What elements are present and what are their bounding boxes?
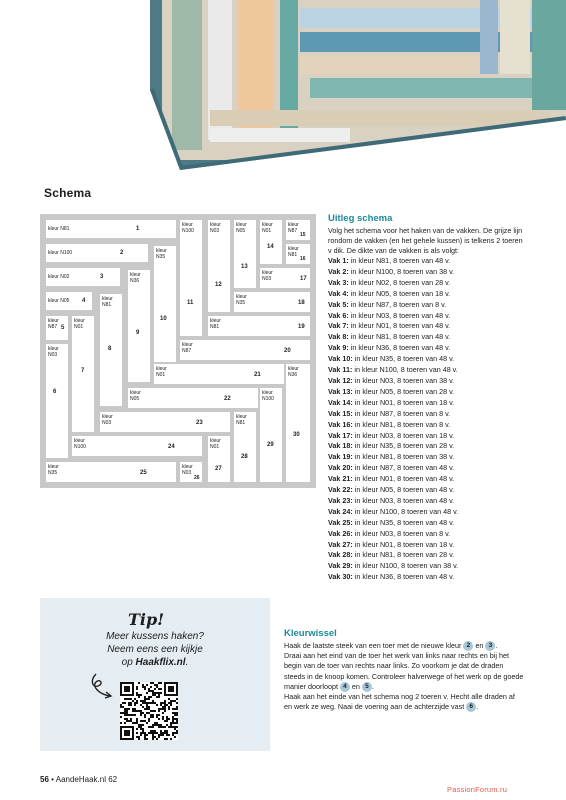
tip-box: [40, 598, 270, 751]
vak-value: in kleur N81, 8 toeren van 48 v.: [350, 332, 451, 342]
vak-item: [328, 354, 528, 365]
schema-cell-29: kleur N100 29: [260, 388, 282, 482]
vak-label: Vak 10:: [328, 354, 355, 364]
vak-item: [328, 409, 528, 420]
vak-label: Vak 6:: [328, 310, 351, 320]
kleurwissel-title: Kleurwissel: [284, 628, 337, 639]
vak-label: Vak 11:: [328, 365, 355, 375]
schema-cell-26: kleur N03 26: [180, 462, 202, 482]
cushion-illustration: [150, 0, 566, 172]
tip-line-2: Neem eens een kijkje: [107, 644, 203, 655]
vak-value: in kleur N81, 8 toeren van 38 v.: [354, 452, 455, 462]
vak-label: Vak 9:: [328, 343, 351, 353]
schema-cell-19: kleur N81 19: [208, 316, 310, 336]
vak-value: in kleur N01, 8 toeren van 18 v.: [354, 397, 455, 407]
schema-title: Schema: [44, 186, 92, 200]
schema-cell-2: kleur N100 2: [46, 244, 148, 262]
vak-value: in kleur N36, 8 toeren van 48 v.: [354, 572, 455, 582]
step-badge-3: 3: [485, 641, 495, 651]
vak-item: [328, 278, 528, 289]
vak-label: Vak 5:: [328, 299, 351, 309]
vak-value: in kleur N01, 8 toeren van 18 v.: [354, 539, 455, 549]
vak-item: [328, 289, 528, 300]
schema-cell-25: kleur N35 25: [46, 462, 176, 482]
schema-cell-17: kleur N03 17: [260, 268, 310, 288]
schema-cell-5: kleur N87 5: [46, 316, 68, 340]
vak-item: [328, 474, 528, 485]
vak-label: Vak 22:: [328, 485, 355, 495]
vak-value: in kleur N100, 8 toeren van 38 v.: [354, 561, 459, 571]
vak-value: in kleur N03, 8 toeren van 18 v.: [354, 430, 455, 440]
schema-cell-12: kleur N03 12: [208, 220, 230, 312]
kleurwissel-p1: Haak de laatste steek van een toer met de nieuwe kleur 2 en 3 .: [284, 641, 498, 650]
vak-label: Vak 21:: [328, 474, 355, 484]
uitleg-title: Uitleg schema: [328, 213, 393, 224]
schema-cell-20: kleur N87 20: [180, 340, 310, 360]
haakflix-link[interactable]: Haakflix.nl: [135, 657, 186, 668]
vak-list: [328, 256, 528, 583]
tip-line-1: Meer kussens haken?: [106, 631, 204, 642]
vak-label: Vak 17:: [328, 430, 355, 440]
vak-label: Vak 12:: [328, 375, 355, 385]
vak-value: in kleur N01, 8 toeren van 48 v.: [354, 474, 455, 484]
vak-value: in kleur N35, 8 toeren van 48 v.: [354, 517, 455, 527]
vak-label: Vak 27:: [328, 539, 355, 549]
vak-item: [328, 343, 528, 354]
vak-item: [328, 321, 528, 332]
vak-label: Vak 23:: [328, 495, 355, 505]
vak-value: in kleur N81, 8 toeren van 28 v.: [354, 550, 455, 560]
vak-label: Vak 18:: [328, 441, 355, 451]
vak-value: in kleur N100, 8 toeren van 48 v.: [354, 506, 459, 516]
vak-item: [328, 485, 528, 496]
schema-cell-24: kleur N100 24: [72, 436, 202, 456]
vak-label: Vak 25:: [328, 517, 355, 527]
footer-separator: •: [51, 775, 54, 784]
vak-item: [328, 507, 528, 518]
vak-item: [328, 376, 528, 387]
curly-arrow-icon: [88, 670, 118, 700]
vak-item: [328, 398, 528, 409]
kleurwissel-p2: Draai aan het eind van de toer het werk van links naar rechts en bij het begin van de toer van rechts naar links. Zo voorkom je dat de draden steeds in de knoop komen. Controleer halverwege of het werk op de goede manier doorloopt 4 en 5 .: [284, 651, 524, 691]
schema-cell-16: kleur N81 16: [286, 244, 310, 264]
vak-item: [328, 267, 528, 278]
vak-value: in kleur N35, 8 toeren van 48 v.: [354, 354, 455, 364]
vak-value: in kleur N05, 8 toeren van 18 v.: [350, 288, 451, 298]
schema-cell-13: kleur N05 13: [234, 220, 256, 288]
vak-label: Vak 19:: [328, 452, 355, 462]
vak-label: Vak 7:: [328, 321, 351, 331]
tip-text: [70, 630, 240, 669]
vak-label: Vak 8:: [328, 332, 351, 342]
vak-label: Vak 30:: [328, 572, 355, 582]
vak-value: in kleur N87, 8 toeren van 48 v.: [354, 463, 455, 473]
vak-item: [328, 332, 528, 343]
tip-title: Tip!: [128, 610, 165, 629]
vak-value: in kleur N35, 8 toeren van 28 v.: [354, 441, 455, 451]
step-badge-4: 4: [340, 682, 350, 692]
schema-cell-10: kleur N35 10: [154, 246, 176, 362]
vak-label: Vak 13:: [328, 386, 355, 396]
vak-item: [328, 431, 528, 442]
vak-value: in kleur N01, 8 toeren van 48 v.: [350, 321, 451, 331]
vak-value: in kleur N87, 8 toeren van 8 v.: [354, 408, 451, 418]
vak-item: [328, 441, 528, 452]
vak-label: Vak 4:: [328, 288, 351, 298]
vak-value: in kleur N03, 8 toeren van 48 v.: [350, 310, 451, 320]
vak-value: in kleur N02, 8 toeren van 28 v.: [350, 277, 451, 287]
step-badge-5: 5: [362, 682, 372, 692]
schema-cell-15: kleur N87 15: [286, 220, 310, 240]
vak-item: [328, 496, 528, 507]
vak-value: in kleur N03, 8 toeren van 8 v.: [354, 528, 451, 538]
vak-item: [328, 387, 528, 398]
schema-cell-6: kleur N03 6: [46, 344, 68, 458]
vak-item: [328, 300, 528, 311]
vak-item: [328, 311, 528, 322]
uitleg-section: [328, 213, 528, 583]
kleurwissel-section: [284, 628, 524, 712]
schema-cell-4: kleur N05 4: [46, 292, 92, 310]
step-badge-6: 6: [466, 702, 476, 712]
vak-label: Vak 20:: [328, 463, 355, 473]
vak-item: [328, 463, 528, 474]
qr-code-icon[interactable]: [120, 682, 178, 740]
schema-cell-1: kleur N81 1: [46, 220, 176, 238]
page-footer: [40, 775, 117, 784]
schema-cell-14: kleur N01 14: [260, 220, 282, 264]
vak-label: Vak 28:: [328, 550, 355, 560]
page-number: 56: [40, 775, 49, 784]
vak-value: in kleur N81, 8 toeren van 48 v.: [350, 256, 451, 265]
schema-cell-18: kleur N35 18: [234, 292, 310, 312]
cushion-photo: [150, 0, 566, 172]
vak-value: in kleur N05, 8 toeren van 28 v.: [354, 386, 455, 396]
vak-value: in kleur N05, 8 toeren van 48 v.: [354, 485, 455, 495]
vak-value: in kleur N36, 8 toeren van 48 v.: [350, 343, 451, 353]
schema-cell-7: kleur N01 7: [72, 316, 94, 432]
vak-item: [328, 529, 528, 540]
schema-cell-21: kleur N01 21: [154, 364, 284, 384]
vak-item: [328, 256, 528, 267]
schema-cell-8: kleur N81 8: [100, 294, 122, 406]
vak-item: [328, 365, 528, 376]
vak-label: Vak 14:: [328, 397, 355, 407]
tip-line-3: op Haakflix.nl.: [121, 657, 189, 668]
vak-label: Vak 2:: [328, 266, 351, 276]
vak-label: Vak 26:: [328, 528, 355, 538]
vak-label: Vak 29:: [328, 561, 355, 571]
vak-value: in kleur N81, 8 toeren van 8 v.: [354, 419, 451, 429]
vak-value: in kleur N100, 8 toeren van 38 v.: [350, 266, 455, 276]
vak-label: Vak 15:: [328, 408, 355, 418]
vak-item: [328, 420, 528, 431]
vak-item: [328, 561, 528, 572]
schema-cell-22: kleur N05 22: [128, 388, 258, 408]
vak-value: in kleur N03, 8 toeren van 48 v.: [354, 495, 455, 505]
watermark: PassionForum.ru: [447, 785, 508, 794]
schema-cell-28: kleur N81 28: [234, 412, 256, 482]
schema-cell-23: kleur N03 23: [100, 412, 230, 432]
vak-label: Vak 1:: [328, 256, 351, 265]
vak-item: [328, 518, 528, 529]
schema-cell-3: kleur N02 3: [46, 268, 120, 286]
vak-value: in kleur N03, 8 toeren van 38 v.: [354, 375, 455, 385]
vak-label: Vak 24:: [328, 506, 355, 516]
uitleg-intro: Volg het schema voor het haken van de vakken. De grijze lijn rondom de vakken (en het gehele kussen) is telkens 2 toeren v dik. De dikte van de vakken is als volgt:: [328, 226, 523, 255]
kleurwissel-p3: Haak aan het einde van het schema nog 2 toeren v. Hecht alle draden af en werk ze weg. Naai de voering aan de achterzijde vast 6 .: [284, 692, 515, 712]
schema-cell-11: kleur N100 11: [180, 220, 202, 336]
step-badge-2: 2: [463, 641, 473, 651]
vak-label: Vak 3:: [328, 277, 351, 287]
vak-item: [328, 572, 528, 583]
vak-item: [328, 550, 528, 561]
vak-value: in kleur N100, 8 toeren van 48 v.: [354, 365, 458, 375]
magazine-name: AandeHaak.nl 62: [55, 775, 118, 784]
schema-cell-9: kleur N36 9: [128, 270, 150, 382]
schema-cell-30: kleur N36 30: [286, 364, 310, 482]
schema-diagram: [40, 214, 316, 488]
vak-item: [328, 540, 528, 551]
schema-cell-27: kleur N01 27: [208, 436, 230, 482]
vak-label: Vak 16:: [328, 419, 355, 429]
vak-item: [328, 452, 528, 463]
vak-value: in kleur N87, 8 toeren van 8 v.: [350, 299, 447, 309]
